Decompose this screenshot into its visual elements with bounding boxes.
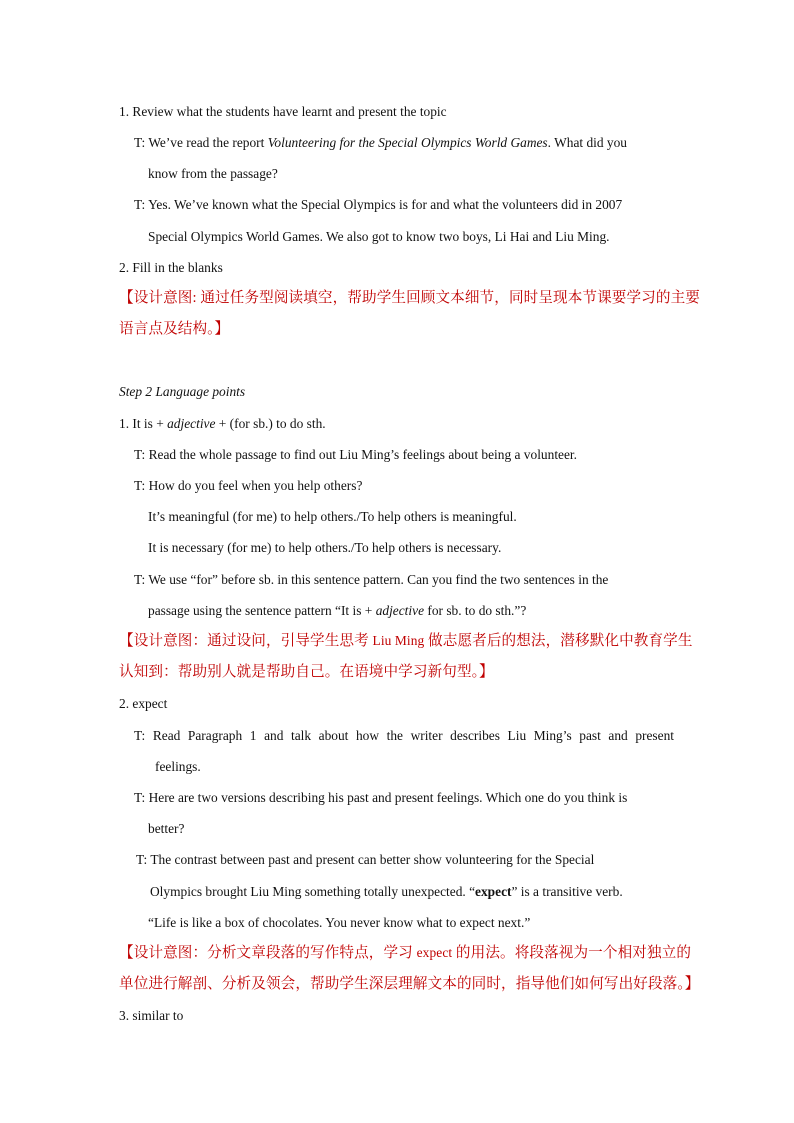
point1-teacher-line-3-cont <box>148 602 526 620</box>
item1-heading: 1. Review what the students have learnt and present the topic <box>119 104 447 119</box>
point1-teacher-line-1: T: Read the whole passage to find out Liu Ming’s feelings about being a volunteer. <box>134 447 577 462</box>
point1-t3-pre: passage using the sentence pattern “It is + <box>148 603 376 618</box>
design-note-3-line1 <box>119 944 691 962</box>
teacher-line-1-pre: T: We’ve read the report <box>134 135 268 150</box>
design-note-3-latin: expect <box>416 945 453 960</box>
point2-t3-pre: Olympics brought Liu Ming something totally unexpected. “ <box>150 884 476 899</box>
point1-heading-adj: adjective <box>167 416 216 431</box>
point1-heading <box>119 415 326 433</box>
design-note-2-post: 做志愿者后的想法，潜移默化中教育学生 <box>424 633 693 649</box>
design-note-3-pre: 【设计意图：分析文章段落的写作特点，学习 <box>119 945 417 961</box>
teacher-line-1-post: . What did you <box>547 135 627 150</box>
point2-teacher-line-2-cont: better? <box>148 821 185 836</box>
design-note-1-line1: 【设计意图: 通过任务型阅读填空，帮助学生回顾文本细节，同时呈现本节课要学习的主要 <box>119 290 700 306</box>
point1-example-1: It’s meaningful (for me) to help others./To help others is meaningful. <box>148 509 517 524</box>
design-note-3-line2: 单位进行解剖、分析及领会，帮助学生深层理解文本的同时，指导他们如何写出好段落。】 <box>119 976 700 992</box>
point1-example-2: It is necessary (for me) to help others./To help others is necessary. <box>148 540 502 555</box>
point2-heading: 2. expect <box>119 696 168 711</box>
point1-heading-pre: 1. It is + <box>119 416 168 431</box>
step2-title-text: Step 2 Language points <box>119 384 246 399</box>
point1-t3-post: for sb. to do sth.”? <box>424 603 527 618</box>
design-note-2-line2: 认知到：帮助别人就是帮助自己。在语境中学习新句型。】 <box>119 664 494 680</box>
teacher-line-2-cont: Special Olympics World Games. We also got to know two boys, Li Hai and Liu Ming. <box>148 229 610 244</box>
point1-heading-post: + (for sb.) to do sth. <box>215 416 326 431</box>
point2-teacher-line-3: T: The contrast between past and present can better show volunteering for the Special <box>136 852 595 867</box>
point1-teacher-line-2: T: How do you feel when you help others? <box>134 478 363 493</box>
point1-t3-adj: adjective <box>375 603 425 618</box>
report-title: Volunteering for the Special Olympics World Games <box>267 135 548 150</box>
design-note-3-post: 的用法。将段落视为一个相对独立的 <box>452 945 692 961</box>
point2-teacher-line-3-cont <box>150 883 623 901</box>
teacher-line-1-cont: know from the passage? <box>148 166 278 181</box>
point2-quote: “Life is like a box of chocolates. You never know what to expect next.” <box>148 915 531 930</box>
point2-teacher-line-1: T: Read Paragraph 1 and talk about how the writer describes Liu Ming’s past and present <box>134 728 674 743</box>
item2-heading: 2. Fill in the blanks <box>119 260 223 275</box>
teacher-line-2: T: Yes. We’ve known what the Special Olympics is for and what the volunteers did in 2007 <box>134 197 623 212</box>
design-note-2-line1 <box>119 632 693 650</box>
teacher-line-1 <box>134 134 627 152</box>
design-note-2-latin: Liu Ming <box>372 633 425 648</box>
point2-t3-post: ” is a transitive verb. <box>511 884 623 899</box>
point2-teacher-line-1-cont: feelings. <box>155 759 201 774</box>
point3-heading: 3. similar to <box>119 1008 184 1023</box>
design-note-2-pre: 【设计意图：通过设问，引导学生思考 <box>119 633 373 649</box>
step2-title <box>119 383 245 401</box>
point1-teacher-line-3: T: We use “for” before sb. in this sentence pattern. Can you find the two sentences in the <box>134 572 609 587</box>
expect-keyword: expect <box>475 884 512 899</box>
point2-teacher-line-2: T: Here are two versions describing his past and present feelings. Which one do you think is <box>134 790 628 805</box>
design-note-1-line2: 语言点及结构。】 <box>119 321 230 337</box>
